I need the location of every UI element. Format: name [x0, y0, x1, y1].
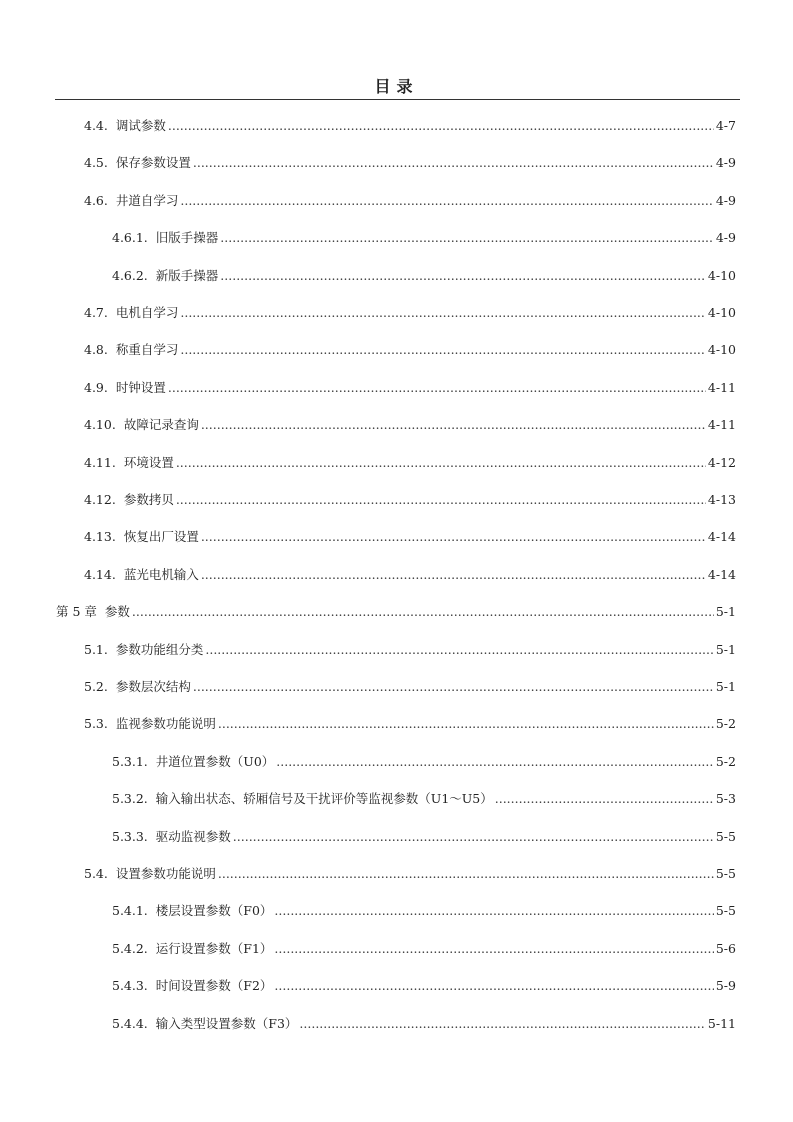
toc-entry[interactable]: [84, 116, 736, 136]
toc-leader-dots: [180, 191, 713, 211]
toc-entry[interactable]: [84, 565, 736, 585]
toc-entry-page: 5-5: [715, 828, 736, 844]
toc-entry-label: 井道位置参数（U0）: [155, 753, 275, 769]
toc-leader-dots: [201, 415, 706, 435]
toc-entry[interactable]: [112, 266, 736, 286]
toc-entry-page: 4-13: [707, 492, 736, 507]
toc-entry-label: 参数: [104, 604, 130, 620]
toc-entry-label: 井道自学习: [115, 192, 179, 208]
toc-entry-number: 4.6.: [84, 192, 108, 208]
toc-entry-label: 电机自学习: [115, 305, 179, 320]
toc-leader-dots: [299, 1014, 705, 1034]
toc-leader-dots: [274, 939, 713, 959]
toc-leader-dots: [233, 827, 714, 847]
toc-entry-label: 旧版手操器: [155, 230, 219, 246]
toc-entry[interactable]: [112, 228, 736, 248]
toc-entry[interactable]: [84, 340, 736, 360]
toc-entry-page: 4-14: [707, 529, 736, 545]
toc-entry-label: 驱动监视参数: [155, 828, 231, 844]
toc-entry-label: 故障记录查询: [123, 417, 199, 433]
toc-leader-dots: [220, 228, 714, 248]
toc-leader-dots: [218, 864, 714, 884]
toc-entry-page: 5-1: [715, 679, 736, 694]
toc-entry-label: 监视参数功能说明: [115, 716, 216, 732]
toc-leader-dots: [193, 153, 714, 173]
toc-entry-page: 4-10: [707, 305, 736, 320]
toc-entry[interactable]: [84, 490, 736, 510]
toc-entry[interactable]: [84, 153, 736, 173]
toc-entry-page: 4-7: [715, 118, 736, 133]
toc-entry[interactable]: [112, 1014, 736, 1034]
toc-entry-label: 参数功能组分类: [115, 641, 204, 657]
toc-entry[interactable]: [84, 677, 736, 697]
toc-entry-label: 保存参数设置: [115, 155, 191, 171]
toc-entry-page: 5-3: [715, 791, 736, 807]
toc-entry-number: 5.4.1.: [112, 903, 148, 919]
toc-leader-dots: [201, 565, 706, 585]
toc-entry-label: 调试参数: [115, 118, 166, 133]
toc-entry-page: 4-11: [707, 417, 736, 433]
toc-entry-label: 时钟设置: [115, 379, 166, 395]
toc-entry[interactable]: [112, 939, 736, 959]
toc-entry-number: 5.4.3.: [112, 978, 148, 994]
toc-entry-label: 时间设置参数（F2）: [155, 978, 273, 994]
toc-entry-page: 4-14: [707, 566, 736, 582]
toc-entry[interactable]: [112, 752, 736, 772]
toc-entry-label: 设置参数功能说明: [115, 866, 216, 881]
toc-leader-dots: [176, 453, 706, 473]
toc-entry[interactable]: [84, 864, 736, 884]
toc-entry-page: 5-2: [715, 716, 736, 732]
toc-leader-dots: [274, 901, 713, 921]
toc-entry-number: 5.3.2.: [112, 791, 148, 807]
toc-entry[interactable]: [84, 191, 736, 211]
toc-leader-dots: [495, 789, 714, 809]
toc-leader-dots: [180, 340, 706, 360]
toc-leader-dots: [180, 303, 706, 323]
toc-entry[interactable]: [84, 527, 736, 547]
toc-entry-label: 输入输出状态、轿厢信号及干扰评价等监视参数（U1～U5）: [155, 791, 493, 807]
toc-leader-dots: [201, 527, 706, 547]
toc-entry-page: 5-11: [707, 1015, 736, 1031]
toc-entry[interactable]: [84, 378, 736, 398]
toc-entry-page: 5-2: [715, 753, 736, 769]
toc-entry-number: 4.5.: [84, 155, 108, 171]
toc-entry-number: 4.14.: [84, 566, 116, 582]
toc-entry-page: 5-1: [715, 604, 736, 620]
toc-entry-label: 恢复出厂设置: [123, 529, 199, 545]
toc-entry-label: 运行设置参数（F1）: [155, 940, 273, 956]
toc-entry[interactable]: [84, 453, 736, 473]
toc-entry-page: 5-5: [715, 903, 736, 919]
toc-entry[interactable]: [112, 827, 736, 847]
toc-entry-page: 4-9: [715, 155, 736, 171]
toc-leader-dots: [193, 677, 714, 697]
toc-entry-number: 5.4.2.: [112, 940, 148, 956]
toc-entry[interactable]: [84, 415, 736, 435]
toc-leader-dots: [218, 714, 714, 734]
toc-leader-dots: [274, 976, 713, 996]
toc-entry-page: 4-9: [715, 230, 736, 246]
toc-leader-dots: [168, 378, 706, 398]
toc-entry-page: 5-6: [715, 940, 736, 956]
toc-entry[interactable]: [84, 714, 736, 734]
toc-leader-dots: [168, 116, 714, 136]
toc-entry-label: 环境设置: [123, 454, 174, 470]
toc-entry-label: 楼层设置参数（F0）: [155, 903, 273, 919]
toc-entry-label: 蓝光电机输入: [123, 566, 199, 582]
toc-entry-number: 4.7.: [84, 305, 108, 320]
toc-entry-page: 5-5: [715, 866, 736, 881]
toc-leader-dots: [276, 752, 714, 772]
toc-entry-label: 参数拷贝: [123, 492, 174, 507]
toc-entry-number: 5.1.: [84, 641, 108, 657]
toc-entry[interactable]: [84, 303, 736, 323]
page-title: 目录: [374, 77, 419, 96]
toc-entry-number: 4.13.: [84, 529, 116, 545]
toc-entry[interactable]: [112, 901, 736, 921]
toc-leader-dots: [220, 266, 706, 286]
toc-entry-number: 4.11.: [84, 454, 116, 470]
toc-entry-number: 5.4.: [84, 866, 108, 881]
toc-entry-number: 4.9.: [84, 379, 108, 395]
toc-entry-label: 新版手操器: [155, 267, 219, 283]
toc-entry-number: 5.3.1.: [112, 753, 148, 769]
toc-entry-number: 第 5 章: [56, 604, 97, 620]
toc-entry[interactable]: [84, 640, 736, 660]
header-rule: [55, 99, 740, 100]
toc-entry-number: 5.4.4.: [112, 1015, 148, 1031]
toc-entry-number: 4.12.: [84, 492, 116, 507]
toc-entry-number: 5.3.: [84, 716, 108, 732]
toc-entry-number: 4.4.: [84, 118, 108, 133]
toc-entry-number: 4.6.1.: [112, 230, 148, 246]
toc-entry-number: 5.2.: [84, 679, 108, 694]
toc-entry[interactable]: [56, 602, 736, 622]
toc-entry-page: 5-9: [715, 978, 736, 994]
toc-leader-dots: [205, 640, 713, 660]
toc-entry-page: 4-11: [707, 379, 736, 395]
toc-entry-page: 4-12: [707, 454, 736, 470]
toc-entry-number: 4.6.2.: [112, 267, 148, 283]
toc-entry-label: 称重自学习: [115, 342, 179, 358]
toc-entry-page: 5-1: [715, 641, 736, 657]
toc-leader-dots: [176, 490, 706, 510]
toc-entry-page: 4-10: [707, 342, 736, 358]
toc-entry[interactable]: [112, 976, 736, 996]
toc-entry-page: 4-9: [715, 192, 736, 208]
toc-entry-number: 4.8.: [84, 342, 108, 358]
toc-entry[interactable]: [112, 789, 736, 809]
toc-entry-label: 参数层次结构: [115, 679, 191, 694]
toc-entry-number: 4.10.: [84, 417, 116, 433]
toc-entry-page: 4-10: [707, 267, 736, 283]
toc-entry-label: 输入类型设置参数（F3）: [155, 1015, 298, 1031]
toc-leader-dots: [132, 602, 714, 622]
toc-entry-number: 5.3.3.: [112, 828, 148, 844]
